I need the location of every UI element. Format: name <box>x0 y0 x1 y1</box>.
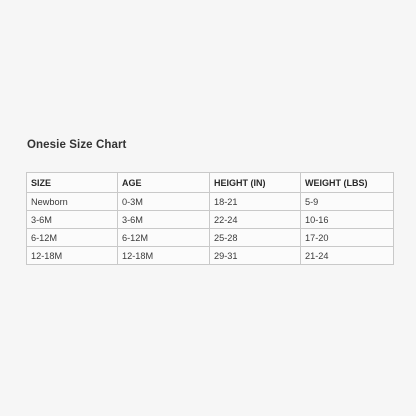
chart-title: Onesie Size Chart <box>27 139 127 151</box>
cell-weight: 10-16 <box>301 211 394 229</box>
cell-size: Newborn <box>27 193 118 211</box>
cell-height: 22-24 <box>210 211 301 229</box>
cell-age: 3-6M <box>118 211 210 229</box>
cell-age: 6-12M <box>118 229 210 247</box>
cell-height: 25-28 <box>210 229 301 247</box>
table-row <box>27 247 394 265</box>
cell-size: 12-18M <box>27 247 118 265</box>
cell-weight: 21-24 <box>301 247 394 265</box>
header-height: HEIGHT (IN) <box>210 173 301 193</box>
cell-size: 3-6M <box>27 211 118 229</box>
cell-weight: 5-9 <box>301 193 394 211</box>
cell-weight: 17-20 <box>301 229 394 247</box>
cell-age: 12-18M <box>118 247 210 265</box>
size-chart-table <box>26 172 394 265</box>
cell-size: 6-12M <box>27 229 118 247</box>
table-row <box>27 229 394 247</box>
table-row <box>27 211 394 229</box>
header-size: SIZE <box>27 173 118 193</box>
cell-height: 29-31 <box>210 247 301 265</box>
cell-height: 18-21 <box>210 193 301 211</box>
header-row <box>27 173 394 193</box>
header-age: AGE <box>118 173 210 193</box>
header-weight: WEIGHT (LBS) <box>301 173 394 193</box>
cell-age: 0-3M <box>118 193 210 211</box>
table-row <box>27 193 394 211</box>
